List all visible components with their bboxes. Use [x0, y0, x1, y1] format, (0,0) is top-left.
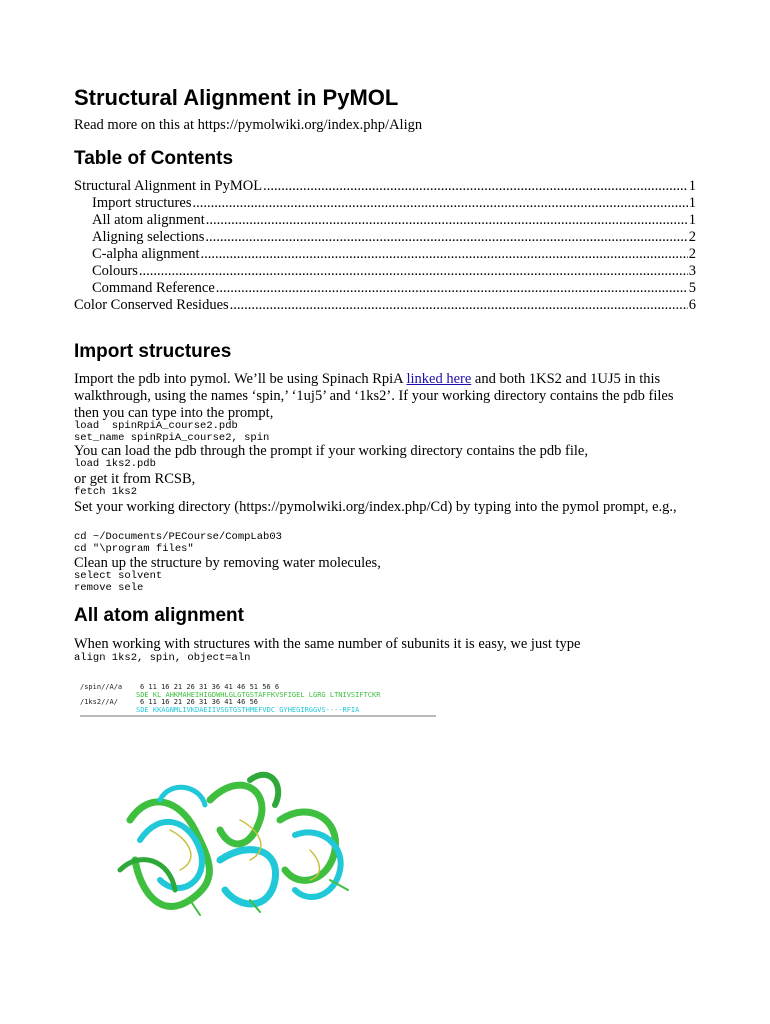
- cleanup-paragraph: Clean up the structure by removing water molecules,: [74, 555, 381, 571]
- all-atom-paragraph: When working with structures with the same number of subunits it is easy, we just type: [74, 636, 581, 652]
- import-text-a: Import the pdb into pymol. We’ll be using Spinach RpiA: [74, 371, 407, 387]
- toc-entry[interactable]: [74, 263, 696, 280]
- toc-entry-label: Aligning selections: [92, 229, 205, 245]
- intro-text: Read more on this at https://pymolwiki.org/index.php/Align: [74, 117, 423, 133]
- code-cd: cd ~/Documents/PECourse/CompLab03 cd "\program files": [74, 531, 282, 555]
- import-paragraph: [74, 371, 696, 422]
- toc-entry-label: C-alpha alignment: [92, 246, 200, 262]
- toc-heading: Table of Contents: [74, 148, 234, 169]
- toc-leader-dots: [139, 263, 688, 280]
- toc-entry-label: All atom alignment: [92, 212, 205, 228]
- svg-text:/spin//A/a: /spin//A/a: [80, 683, 123, 691]
- toc-entry[interactable]: [74, 195, 696, 212]
- toc-entry[interactable]: [74, 229, 696, 246]
- toc-leader-dots: [206, 212, 688, 229]
- toc-entry-label: Command Reference: [92, 280, 215, 296]
- code-load-spin: load spinRpiA_course2.pdb set_name spinRpiA_course2, spin: [74, 420, 270, 444]
- linked-here-link[interactable]: linked here: [406, 371, 472, 387]
- toc-entry[interactable]: [74, 212, 696, 229]
- svg-text:SDE KL AHKMAHEIHIGDWHLGLGTGSTA: SDE KL AHKMAHEIHIGDWHLGLGTGSTAFFKVSFIGEL LGRG LTNIVSIFTCKR: [136, 691, 381, 699]
- toc-entry-label: Structural Alignment in PyMOL: [74, 178, 263, 194]
- svg-text:6 11 16 21 26: 6 11 16 21 26 31 36 41 46 56: [140, 698, 259, 706]
- code-remove-solvent: select solvent remove sele: [74, 570, 163, 594]
- toc-entry-page: 2: [688, 246, 696, 262]
- toc-entry-page: 2: [688, 229, 696, 245]
- import-text-b: and both 1KS2 and 1UJ5 in this walkthrough, using the names ‘spin,’ ‘1uj5’ and ‘1ks2’. If your working directory contains the pdb files then you can type into the prompt,: [74, 371, 674, 421]
- import-heading: Import structures: [74, 341, 232, 362]
- toc-entry[interactable]: [74, 178, 696, 195]
- toc-entry-page: 1: [688, 195, 696, 211]
- page-title: Structural Alignment in PyMOL: [74, 85, 399, 110]
- toc-entry-page: 5: [688, 280, 696, 296]
- toc-leader-dots: [263, 178, 688, 195]
- toc-leader-dots: [216, 280, 688, 297]
- toc-entry-page: 1: [688, 178, 696, 194]
- table-of-contents: [74, 178, 696, 314]
- rcsb-paragraph: or get it from RCSB,: [74, 471, 196, 487]
- all-atom-heading: All atom alignment: [74, 605, 244, 626]
- toc-entry-label: Import structures: [92, 195, 192, 211]
- code-fetch: fetch 1ks2: [74, 486, 138, 498]
- cd-paragraph: Set your working directory (https://pymolwiki.org/index.php/Cd) by typing into the pymol prompt, e.g.,: [74, 499, 677, 515]
- aligned-protein-structure-image: [100, 760, 370, 920]
- svg-text:6 11 16 21 26: 6 11 16 21 26 31 36 41 46 51 56 6: [140, 683, 280, 691]
- toc-leader-dots: [201, 246, 688, 263]
- svg-text:/1ks2//A/: /1ks2//A/: [80, 698, 118, 706]
- code-load-1ks2: load 1ks2.pdb: [74, 458, 156, 470]
- toc-leader-dots: [192, 195, 687, 212]
- toc-entry-page: 1: [688, 212, 696, 228]
- toc-entry[interactable]: [74, 280, 696, 297]
- toc-entry[interactable]: [74, 246, 696, 263]
- toc-leader-dots: [230, 297, 688, 314]
- toc-entry-label: Color Conserved Residues: [74, 297, 229, 313]
- toc-leader-dots: [205, 229, 687, 246]
- toc-entry-label: Colours: [92, 263, 138, 279]
- svg-text:SDE KKAGNMLIVKDAEIIVSGTGSTHMEF: SDE KKAGNMLIVKDAEIIVSGTGSTHMEFVDC GYHEGIRGGVS----RFIA: [136, 706, 360, 714]
- toc-entry-page: 6: [688, 297, 696, 313]
- sequence-alignment-image: [78, 680, 438, 720]
- toc-entry-page: 3: [688, 263, 696, 279]
- code-align: align 1ks2, spin, object=aln: [74, 652, 251, 664]
- toc-entry[interactable]: [74, 297, 696, 314]
- load-pdb-paragraph: You can load the pdb through the prompt if your working directory contains the pdb file,: [74, 443, 588, 459]
